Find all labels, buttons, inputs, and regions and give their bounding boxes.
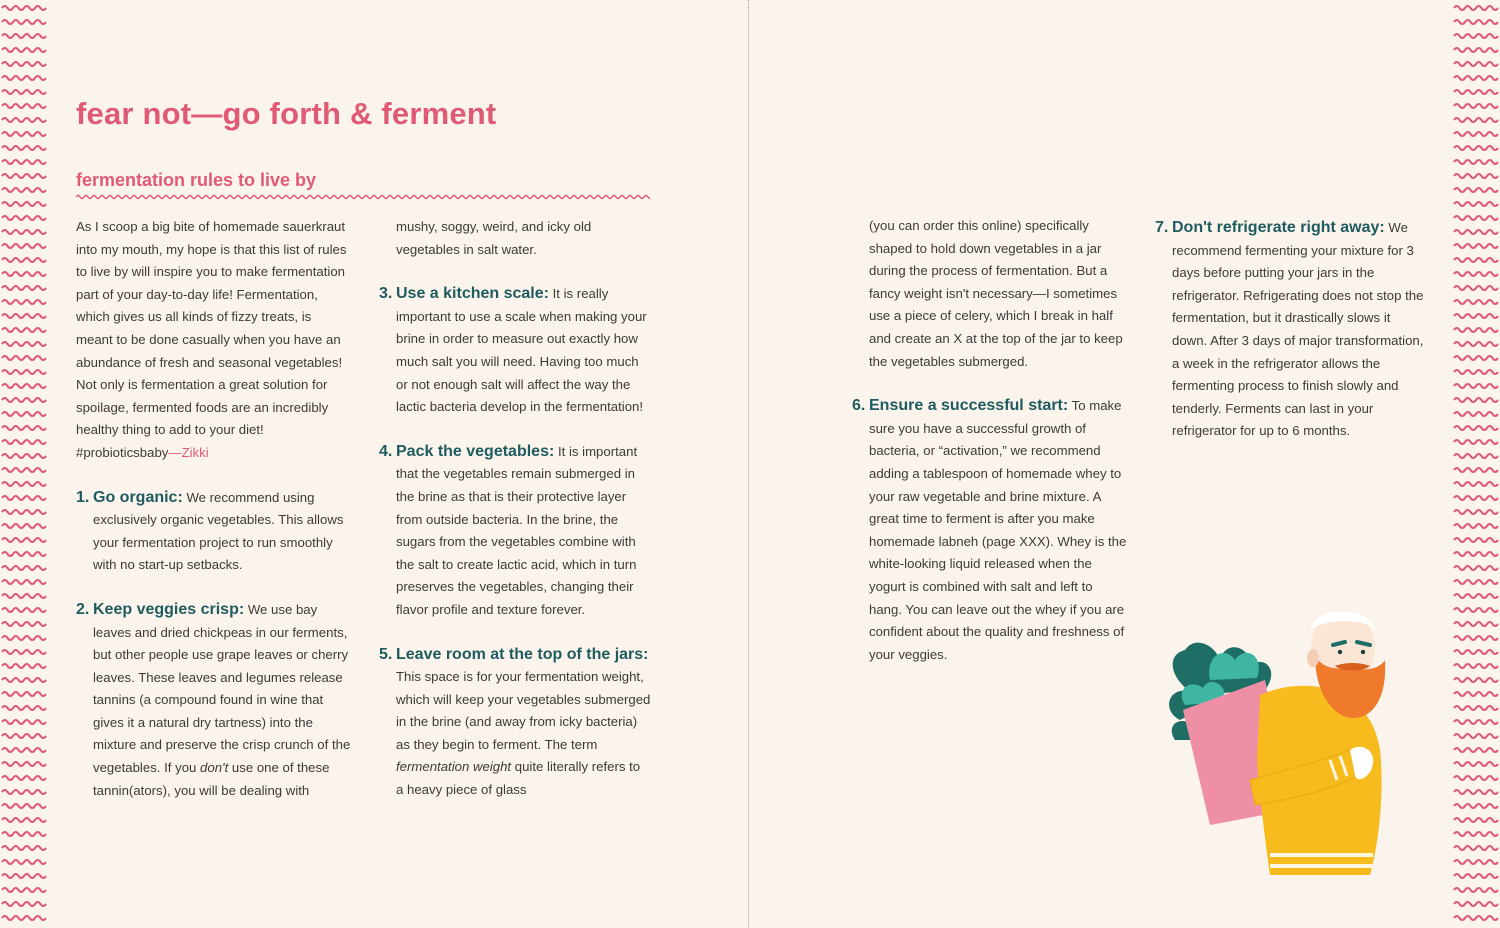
rule-body-emphasis: fermentation weight	[396, 759, 512, 775]
rule-1	[76, 487, 351, 577]
rule-3	[379, 283, 651, 419]
rule-heading: Pack the vegetables:	[396, 442, 555, 460]
subtitle-wave-underline	[76, 192, 650, 202]
rule-5-continued: (you can order this online) specifically shaped to hold down vegetables in a jar during the process of fermentation. But a fancy weight isn't necessary—I sometimes use a piece of celery, which I break in half and create an X at the top of the jar to keep the vegetables submerged.	[869, 218, 1123, 369]
wave-border-left	[0, 0, 48, 928]
rule-heading: Use a kitchen scale:	[396, 285, 549, 303]
rule-body: We use bay leaves and dried chickpeas in our ferments, but other people use grape leaves or cherry leaves. These leaves and legumes release tannins (a compound found in wine that gives it a natural dry tartness) into the mixture and preserve the crisp crunch of the vegetables. If you	[93, 601, 351, 776]
rule-number: 2.	[76, 600, 90, 618]
rule-body: We recommend fermenting your mixture for 3 days before putting your jars in the refrigerator. Refrigerating does not stop the fermentation, but it drastically slows it down. After 3 days of major transformation, a week in the refrigerator allows the fermenting process to finish slowly and tenderly. Ferments can last in your refrigerator for up to 6 months.	[1172, 220, 1424, 439]
text-column-3	[852, 215, 1127, 666]
rule-heading: Ensure a successful start:	[869, 397, 1069, 415]
rule-number: 4.	[379, 442, 393, 460]
rule-body: We recommend using exclusively organic vegetables. This allows your fermentation project to run smoothly with no start-up setbacks.	[93, 489, 344, 573]
page-title: fear not—go forth & ferment	[76, 96, 497, 131]
intro-paragraph	[76, 216, 351, 465]
rule-body: use one of these tannin(ators), you will be dealing with	[93, 760, 330, 798]
rule-heading: Go organic:	[93, 488, 183, 506]
man-with-greens-illustration	[1165, 600, 1400, 890]
rule-number: 7.	[1155, 219, 1169, 236]
rule-heading: Leave room at the top of the jars:	[396, 645, 649, 663]
rule-2	[76, 599, 351, 802]
rule-number: 3.	[379, 285, 393, 303]
rule-4	[379, 441, 651, 622]
rule-7	[1155, 217, 1425, 443]
rule-number: 6.	[852, 397, 866, 415]
rule-body: quite literally refers to a heavy piece of glass	[396, 759, 641, 798]
rule-number: 5.	[379, 645, 393, 663]
rule-body: It is really important to use a scale when making your brine in order to measure out exactly how much salt you will need. Having too much or not enough salt will affect the way the lactic bacteria develop in the fermentation!	[396, 286, 647, 415]
rule-5	[379, 644, 651, 802]
rule-6	[852, 395, 1127, 666]
section-subtitle: fermentation rules to live by	[76, 170, 317, 190]
rule-body: It is important that the vegetables remain submerged in the brine as that is their protective layer from outside bacteria. In the brine, the sugars from the vegetables combine with the salt to create lactic acid, which in turn preserves the vegetables, changing their flavor profile and texture forever.	[396, 443, 638, 617]
intro-text: As I scoop a big bite of homemade sauerkraut into my mouth, my hope is that this list of rules to live by will inspire you to make fermentation part of your day-to-day life! Fermentation, which gives us all kinds of fizzy treats, is meant to be done casually when you have an abundance of fresh and seasonal vegetables! Not only is fermentation a great solution for spoilage, fermented foods are an incredibly healthy thing to add to your diet! #probioticsbaby	[76, 219, 347, 460]
rule-body: To make sure you have a successful growth of bacteria, or “activation,” we recommend adding a tablespoon of homemade whey to your raw vegetable and brine mixture. A great time to ferment is after you make homemade labneh (page XXX). Whey is the white-looking liquid released when the yogurt is combined with salt and left to hang. You can leave out the whey if you are confident about the quality and freshness of your veggies.	[869, 398, 1127, 662]
text-column-4	[1155, 217, 1425, 443]
rule-2-continued: mushy, soggy, weird, and icky old vegetables in salt water.	[396, 219, 592, 257]
text-column-1	[76, 216, 351, 802]
rule-body-emphasis: don't	[200, 760, 229, 776]
rule-number: 1.	[76, 488, 90, 506]
text-column-2	[379, 216, 651, 802]
book-spine	[748, 0, 749, 928]
wave-border-right	[1452, 0, 1500, 928]
rule-heading: Keep veggies crisp:	[93, 600, 245, 618]
author-signature: —Zikki	[168, 444, 209, 460]
rule-heading: Don't refrigerate right away:	[1172, 219, 1385, 236]
rule-body: This space is for your fermentation weight, which will keep your vegetables submerged in the brine (and away from icky bacteria) as they begin to ferment. The term	[396, 669, 651, 752]
